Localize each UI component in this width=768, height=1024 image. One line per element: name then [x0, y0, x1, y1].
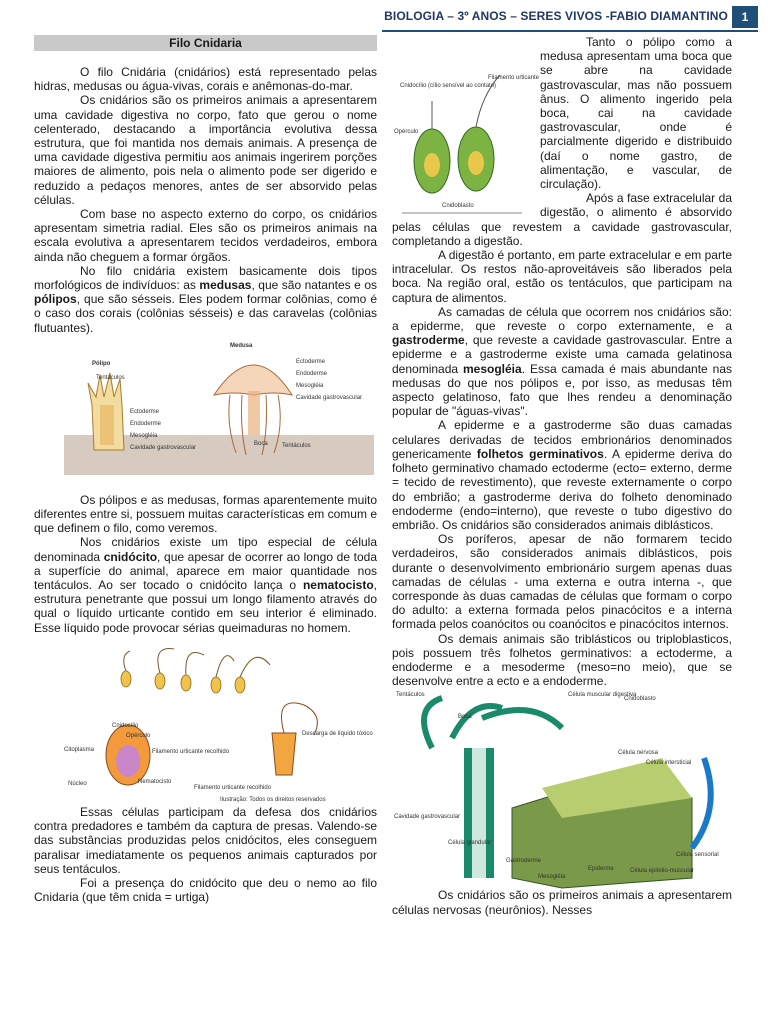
hydra-tissue-figure — [392, 688, 732, 888]
term-folhetos: folhetos germinativos — [476, 446, 604, 461]
label-cnidocilio: Cnidocílio — [112, 722, 139, 729]
label-operculo-fig3: Opérculo — [394, 129, 419, 135]
label-endoderme-medusa: Endoderme — [296, 370, 328, 377]
paragraph: Essas células participam da defesa dos cnidários contra predadores e também da captura de presas. Valendo-se das substâncias produzidas pelos cnidócitos, eles conseguem paralisar imediatamente os pequenos animais capturados por seus tentáculos. — [34, 804, 377, 876]
paragraph: Foi a presença do cnidócito que deu o nemo ao filo Cnidaria (que têm cnida = urtiga) — [34, 875, 377, 905]
page-header — [0, 6, 768, 28]
label-medusa: Medusa — [230, 342, 253, 349]
header-rule — [382, 30, 758, 32]
label-endoderme: Endoderme — [130, 420, 162, 427]
paragraph: Os demais animais são triblásticos ou triploblasticos, pois possuem três folhetos germinativos: a ectoderme, a endoderme e a mesoderme (meso=no meio), que se desenvolve entre a ecto e a endoderme. — [392, 631, 732, 689]
term-polipos: pólipos — [34, 292, 77, 307]
paragraph: Os poríferos, apesar de não formarem tecido verdadeiros, são considerados animais diblásticos, pois durante o desenvolvimento embrionário surgem apenas duas camadas de células - uma externa e outra interna -, que corresponde às duas camadas de células que formam o corpo do adulto: a externa formada pelos pinacócitos e a interna formada pelos coanócitos ou coanócitos e pinacócitos internos. — [392, 532, 732, 632]
label-cnidoblasto-fig3: Cnidoblasto — [442, 203, 474, 209]
figure-credit: Ilustração: Todos os direitos reservados — [220, 796, 326, 803]
cnidocyte-figure — [34, 635, 377, 805]
label-celula-nervosa: Célula nervosa — [618, 750, 659, 757]
hydra-tissue-illustration — [392, 688, 732, 888]
label-boca: Boca — [254, 440, 268, 447]
label-polipo: Pólipo — [92, 360, 111, 367]
label-ectoderme: Ectoderme — [130, 408, 160, 415]
paragraph: Tanto o pólipo como a medusa apresentam uma boca que se abre na cavidade gastrovascular, mas não possuem ânus. O alimento ingerido pela boca, cai na cavidade gastrovascular, onde é parcialmente digerido e distribuido (daí o nome gastro, de alimentação, e vascular, de circulação). — [540, 35, 732, 192]
paragraph: A epiderme e a gastroderme são duas camadas celulares derivadas de tecidos embrionários denominados genericamente folhetos germinativos. A epiderme deriva do folheto germinativo chamado ectoderme (ecto= externo, derme = tecido de revestimento), que reveste externamente o corpo do embrião; a gastroderme deriva do folheto denominado endoderme (endo=interno), que reveste o tubo digestivo do embrião. Os cnidários são considerados animais diblásticos. — [392, 418, 733, 532]
label-tentaculos-fig4: Tentáculos — [396, 692, 425, 699]
term-mesogleia: mesogléia — [462, 361, 522, 376]
page-number: 1 — [732, 6, 758, 28]
label-celula-intersticial: Célula intersticial — [646, 760, 692, 767]
cnidocyte-illustration — [34, 635, 377, 805]
paragraph: As camadas de célula que ocorrem nos cnidários são: a epiderme, que reveste o corpo externamente, e a gastroderme, que reveste a cavidade gastrovascular. Entre a epiderme e a gastroderme existe uma camada gelatinosa denominada mesogléia. Essa camada é mais abundante nas medusas do que nos pólipos e, por isso, as medusas têm aspecto gelatinoso, fato que lhes rendeu a denominação popular de "águas-vivas". — [392, 304, 732, 419]
label-descarga: Descarga de líquido tóxico — [302, 730, 373, 737]
label-cavidade-medusa: Cavidade gastrovascular — [296, 394, 363, 401]
term-nematocisto: nematocisto — [302, 578, 374, 593]
label-citoplasma: Citoplasma — [64, 746, 95, 753]
label-mesogleia-medusa: Mesogléia — [296, 382, 324, 389]
paragraph: Após a fase extracelular da digestão, o alimento é absorvido pelas células que revestem a cavidade gastrovascular, completando a digestão. — [392, 191, 732, 248]
left-column — [34, 35, 377, 904]
label-nematocisto: Nematocisto — [138, 778, 172, 785]
term-cnidocito: cnidócito — [103, 549, 158, 564]
paragraph: Com base no aspecto externo do corpo, os cnidários apresentam simetria radial. Eles são os primeiros animais na escala evolutiva a apresentarem tecidos verdadeiros, embora ainda não cheguem a formar órgãos. — [34, 207, 377, 264]
label-mesogleia: Mesogléia — [130, 432, 158, 439]
cnidoblast-illustration — [392, 35, 540, 215]
section-title: Filo Cnidaria — [34, 35, 377, 51]
label-operculo: Opérculo — [126, 732, 151, 739]
cnidoblast-figure — [392, 35, 540, 215]
label-cnidocilio-contato: Cnidocílio (cílio sensível ao contato) — [400, 83, 497, 89]
label-celula-muscular: Célula muscular digestiva — [568, 692, 637, 699]
label-celula-glandular: Célula glandular — [448, 840, 492, 847]
label-filamento-recolhido: Filamento urticante recolhido — [194, 784, 272, 791]
label-nucleo: Núcleo — [68, 780, 87, 787]
label-cavidade-fig4: Cavidade gastrovascular — [394, 814, 461, 821]
label-filamento: Filamento urticante recolhido — [152, 748, 230, 755]
header-title: BIOLOGIA – 3º ANOS – SERES VIVOS -FABIO DIAMANTINO — [384, 9, 728, 23]
label-tentaculos-medusa: Tentáculos — [282, 442, 311, 449]
term-gastroderme: gastroderme — [392, 333, 465, 348]
paragraph: Os cnidários são os primeiros animais a apresentarem células nervosas (neurônios). Nesses — [392, 888, 732, 917]
paragraph: Nos cnidários existe um tipo especial de célula denominada cnidócito, que apesar de ocorrer ao longo de toda a superfície do animal, aparece em maior quantidade nos tentáculos. Ao ser tocado o cnidócito lança o nematocisto, estrutura penetrante que possui um longo filamento através do qual o líquido urticante contido em seu interior é eliminado. Esse líquido pode provocar sérias queimaduras no homem. — [34, 535, 377, 635]
label-ectoderme-medusa: Ectoderme — [296, 358, 326, 365]
paragraph: Os pólipos e as medusas, formas aparentemente muito diferentes entre si, possuem muitas características em comum e que definem o filo, como veremos. — [34, 492, 377, 536]
polyp-medusa-figure — [34, 335, 377, 493]
label-celula-sensorial: Célula sensorial — [676, 852, 719, 859]
label-gastroderme-fig4: Gastroderme — [506, 858, 542, 865]
label-cnidoblasto-fig4: Cnidoblasto — [624, 696, 656, 703]
label-filamento-urticante: Filamento urticante — [488, 75, 540, 81]
label-cavidade: Cavidade gastrovascular — [130, 444, 197, 451]
term-medusas: medusas — [199, 278, 252, 293]
paragraph: No filo cnidária existem basicamente dois tipos morfológicos de indivíduos: as medusas, que são natantes e os pólipos, que são sésseis. Eles podem formar colônias, como é o caso dos corais (colônias sésseis) e das caravelas (colônias flutuantes). — [34, 263, 377, 335]
paragraph: A digestão é portanto, em parte extracelular e em parte intracelular. Os restos não-aproveitáveis são liberados pela boca. Na região oral, estão os tentáculos, que participam na captura de alimentos. — [392, 248, 732, 305]
label-epiderme-fig4: Epiderme — [588, 866, 614, 873]
right-column — [392, 35, 732, 917]
paragraph: O filo Cnidária (cnidários) está representado pelas hidras, medusas ou água-vivas, corais e anêmonas-do-mar. — [34, 65, 377, 94]
label-boca-fig4: Boca — [458, 714, 472, 721]
label-celula-epitelio: Célula epitelio-muscular — [630, 868, 695, 875]
polyp-medusa-illustration — [34, 335, 377, 493]
label-tentaculos: Tentáculos — [96, 374, 125, 381]
paragraph: Os cnidários são os primeiros animais a apresentarem uma cavidade digestiva no corpo, fato que gerou o nome celenterado, destacando a importância evolutiva dessa estrutura, que foi mantida nos demais animais. A presença de uma cavidade digestiva permitiu aos animais ingerirem porções maiores de alimento, pois nela o alimento pode ser digerido e reduzido a pedaços menores, antes de ser absorvido pelas células. — [34, 93, 377, 207]
label-mesogleia-fig4: Mesogléia — [538, 874, 566, 881]
